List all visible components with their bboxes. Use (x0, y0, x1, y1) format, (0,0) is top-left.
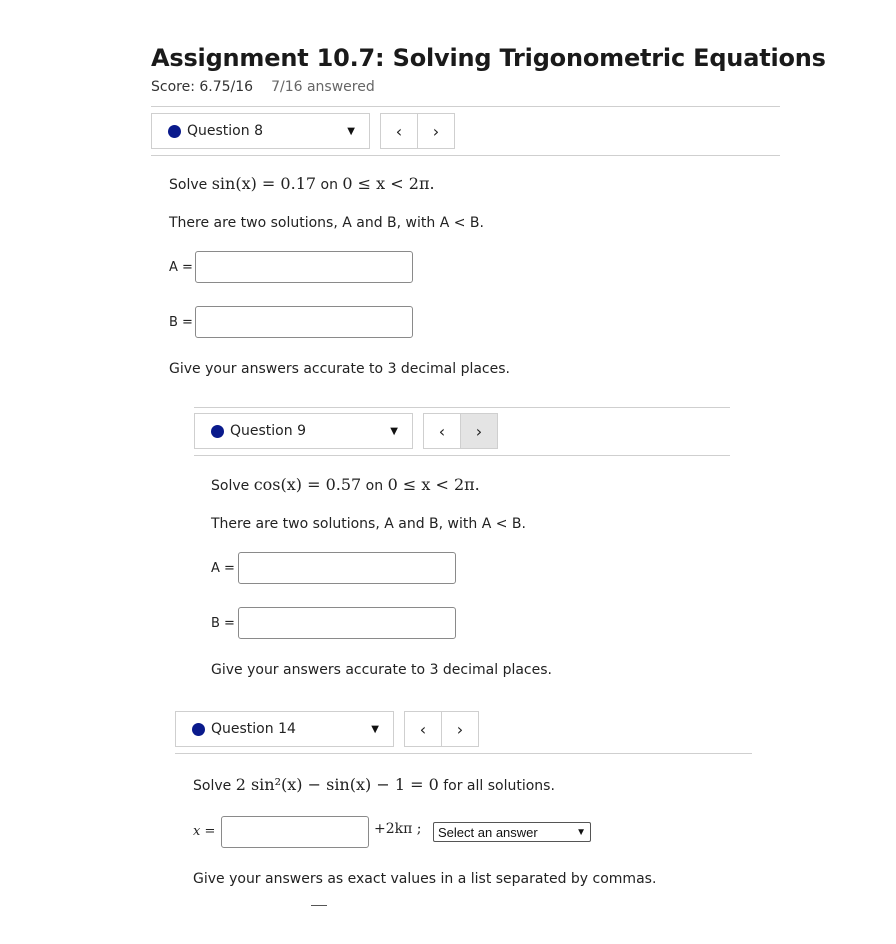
question-14-prompt (193, 775, 555, 794)
question-8-prompt (169, 174, 435, 193)
answer-x-label (193, 824, 215, 839)
question-14-nav (404, 711, 479, 747)
answer-b-input[interactable] (195, 306, 413, 338)
on-word: on (320, 177, 338, 193)
next-question-button[interactable]: › (441, 712, 478, 746)
question-9-statement: There are two solutions, A and B, with A < B. (211, 516, 526, 532)
prompt-prefix: Solve (193, 778, 232, 794)
equation: sin(x) = 0.17 (211, 174, 317, 193)
question-9-instructions: Give your answers accurate to 3 decimal places. (211, 662, 552, 678)
answer-a-label: A = (211, 561, 235, 576)
question-8-nav (380, 113, 455, 149)
header-divider (151, 106, 780, 107)
question-8-label: Question 8 (187, 123, 263, 139)
question-14-label: Question 14 (211, 721, 296, 737)
question-14-selector[interactable] (175, 711, 394, 747)
prompt-prefix: Solve (211, 478, 250, 494)
partial-dash (311, 905, 327, 906)
question-8-divider (151, 155, 780, 156)
caret-down-icon: ▼ (371, 723, 379, 735)
question-8-selector[interactable] (151, 113, 370, 149)
next-question-button[interactable]: › (417, 114, 454, 148)
prompt-prefix: Solve (169, 177, 208, 193)
answer-type-select[interactable] (433, 822, 591, 842)
caret-down-icon: ▼ (347, 125, 355, 137)
domain: 0 ≤ x < 2π. (387, 475, 480, 494)
answer-a-input[interactable] (238, 552, 456, 584)
equation: cos(x) = 0.57 (253, 475, 362, 494)
equation: 2 sin²(x) − sin(x) − 1 = 0 (235, 775, 439, 794)
answer-b-input[interactable] (238, 607, 456, 639)
answer-a-input[interactable] (195, 251, 413, 283)
score-text: Score: 6.75/16 (151, 79, 254, 95)
question-8-statement: There are two solutions, A and B, with A < B. (169, 215, 484, 231)
answer-b-label: B = (169, 315, 193, 330)
answered-count: 7/16 answered (271, 79, 375, 95)
page-title: Assignment 10.7: Solving Trigonometric Equations (151, 44, 826, 72)
x-var: x = (193, 824, 216, 839)
score-line (151, 79, 375, 95)
prev-question-button[interactable]: ‹ (438, 421, 446, 441)
next-question-button[interactable]: › (460, 414, 497, 448)
answer-a-label: A = (169, 260, 193, 275)
suffix: for all solutions. (443, 778, 555, 794)
select-value: Select an answer (438, 824, 538, 840)
question-9-label: Question 9 (230, 423, 306, 439)
on-word: on (365, 478, 384, 494)
caret-down-icon: ▼ (390, 425, 398, 437)
status-dot-icon (211, 425, 224, 438)
question-14-instructions: Give your answers as exact values in a list separated by commas. (193, 871, 657, 887)
status-dot-icon (192, 723, 205, 736)
prev-question-button[interactable]: ‹ (419, 719, 427, 739)
question-9-top-divider (194, 407, 730, 408)
question-8-instructions: Give your answers accurate to 3 decimal places. (169, 361, 510, 377)
answer-x-input[interactable] (221, 816, 369, 848)
domain: 0 ≤ x < 2π. (342, 174, 435, 193)
question-9-prompt (211, 475, 480, 494)
answer-b-label: B = (211, 616, 235, 631)
question-9-selector[interactable] (194, 413, 413, 449)
chevron-down-icon: ▼ (576, 826, 586, 838)
status-dot-icon (168, 125, 181, 138)
question-9-nav (423, 413, 498, 449)
prev-question-button[interactable]: ‹ (395, 121, 403, 141)
question-14-divider (175, 753, 752, 754)
period-term: +2kπ ; (374, 821, 422, 837)
question-9-divider (194, 455, 730, 456)
